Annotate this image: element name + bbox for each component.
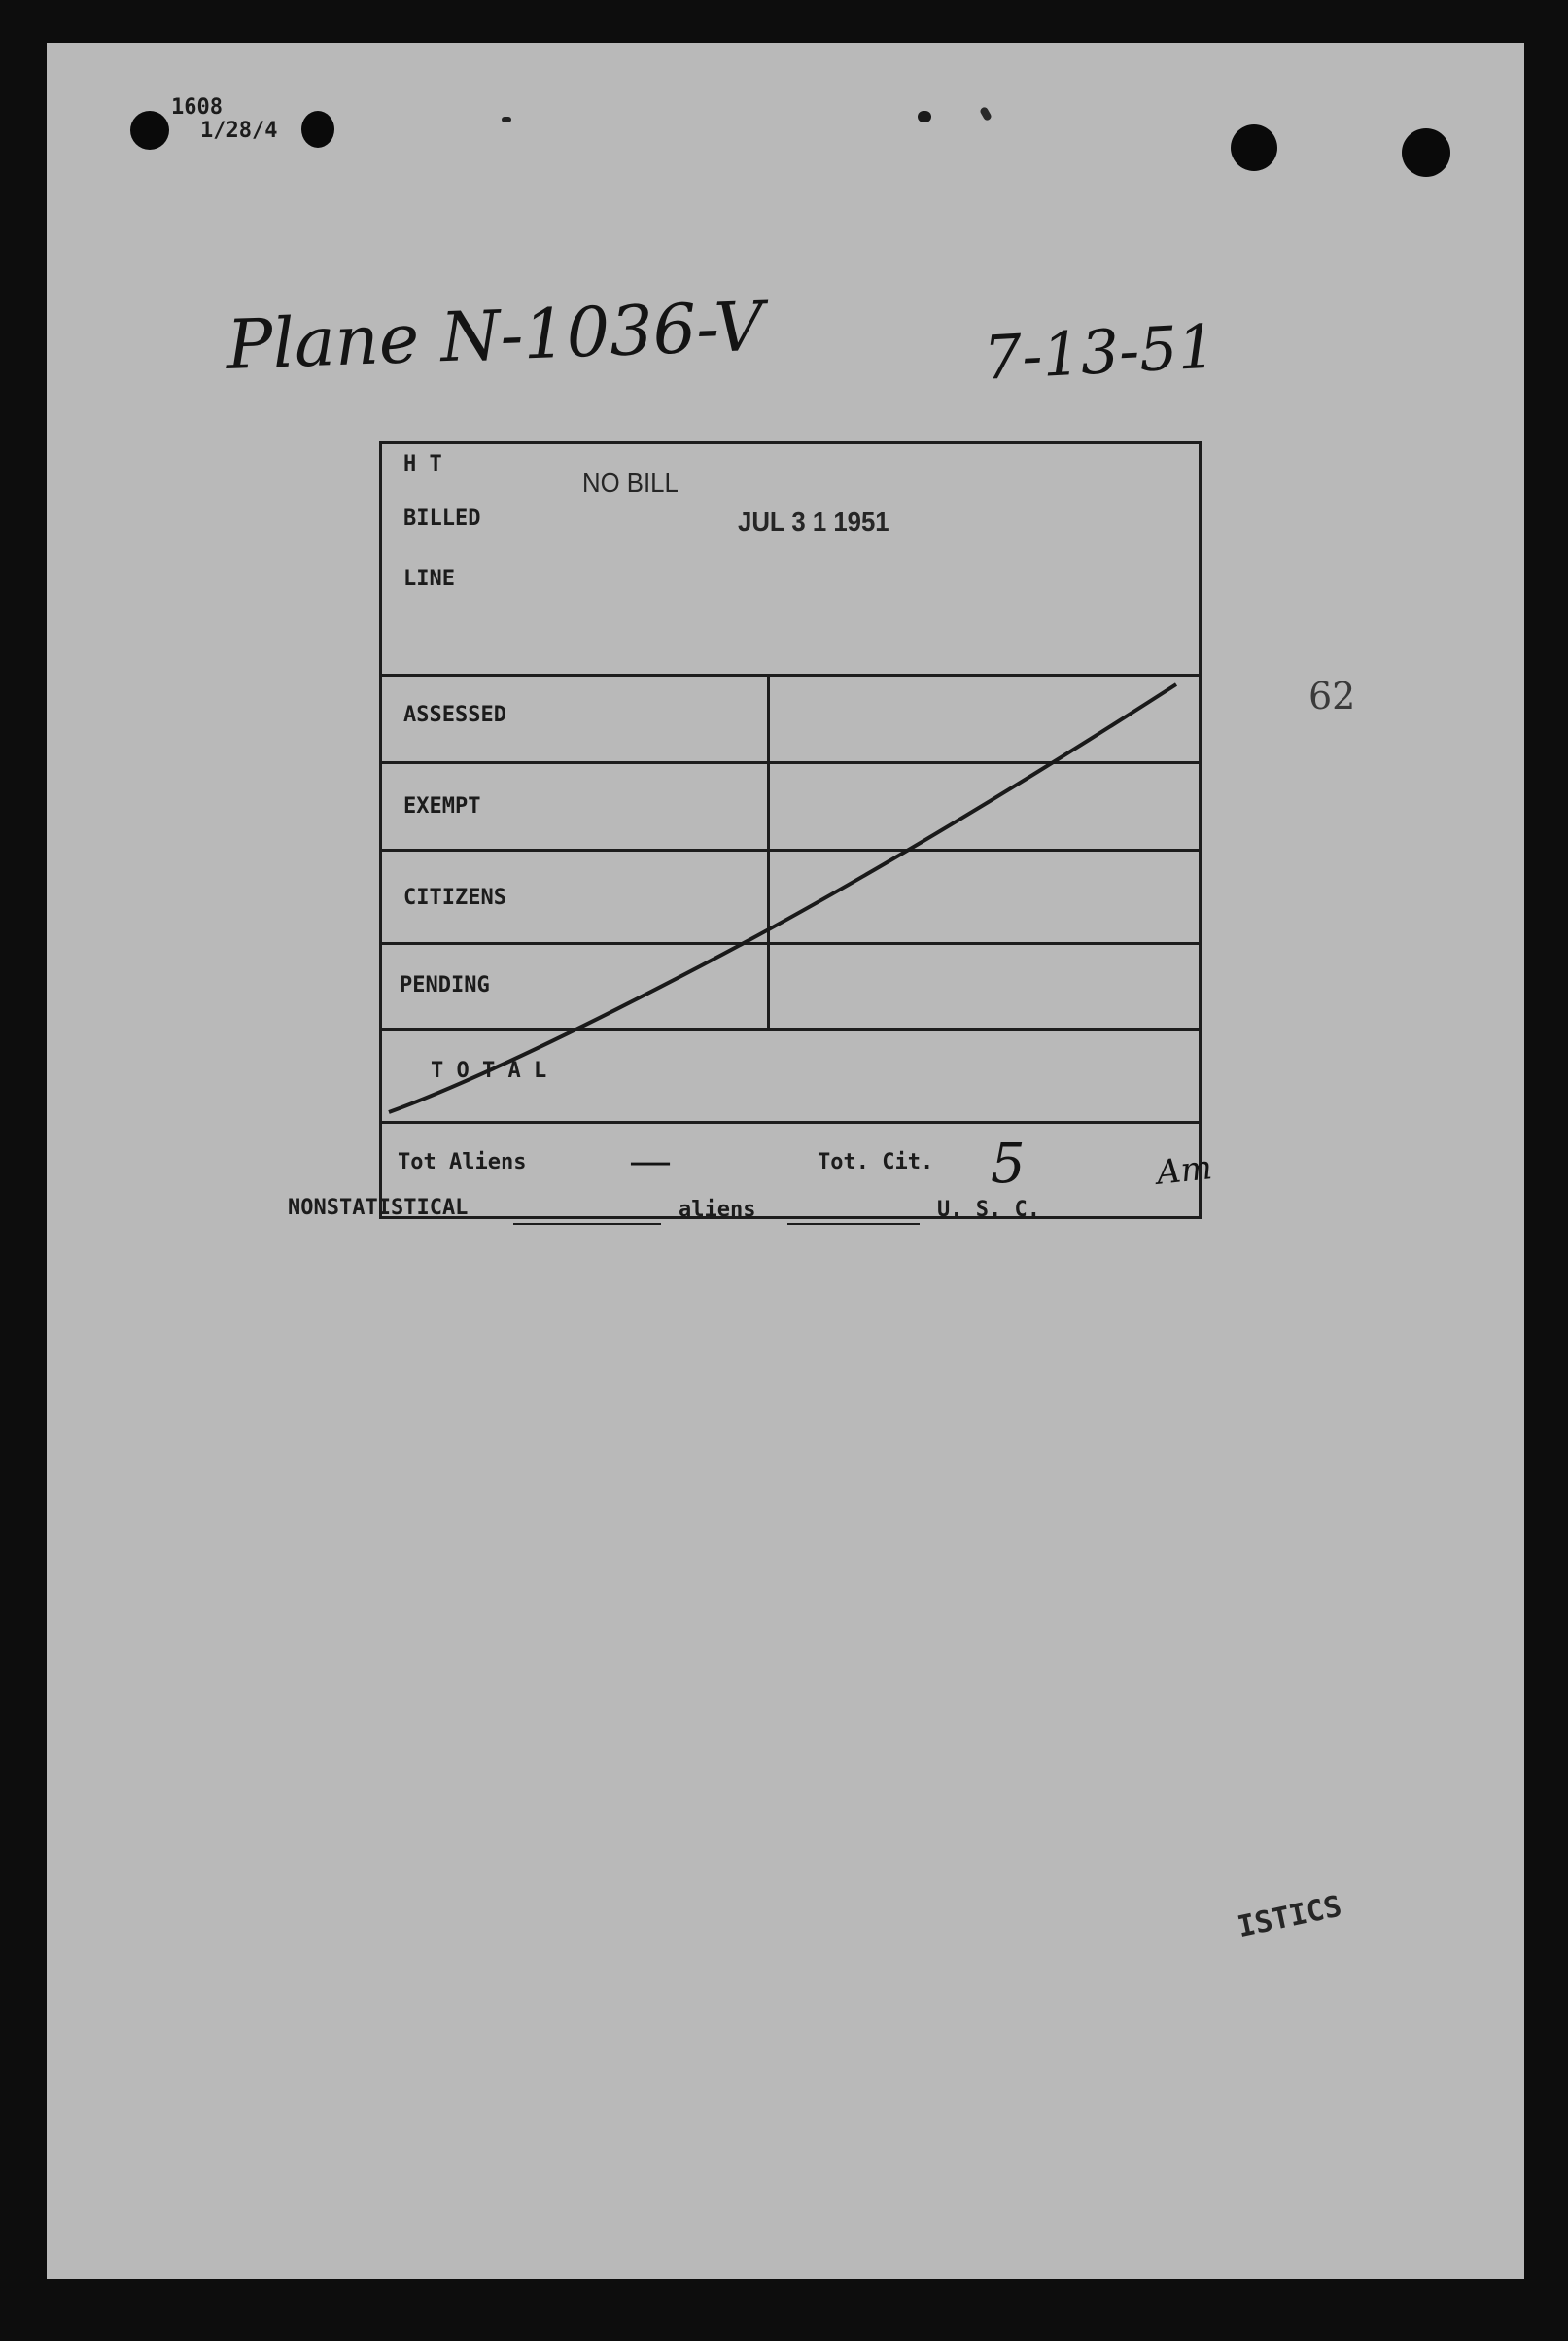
punch-hole-right-1 bbox=[1231, 124, 1277, 171]
label-nonstatistical: NONSTATISTICAL bbox=[288, 1196, 469, 1220]
handwritten-tot-cit-value: 5 bbox=[991, 1133, 1026, 1196]
document-page bbox=[47, 43, 1524, 2279]
no-bill-stamp: NO BILL bbox=[582, 468, 679, 498]
label-usc: U. S. C. bbox=[937, 1198, 1040, 1222]
punch-hole-left bbox=[130, 111, 169, 150]
form-code-line2: 1/28/4 bbox=[200, 119, 278, 143]
label-exempt: EXEMPT bbox=[403, 794, 481, 819]
label-billed: BILLED bbox=[403, 507, 481, 531]
statistics-stamp-fragment: ISTICS bbox=[1235, 1889, 1345, 1945]
punch-hole-right-2 bbox=[1402, 128, 1450, 177]
label-ht: H T bbox=[403, 452, 442, 476]
scan-speck bbox=[979, 106, 993, 122]
statistics-form-box bbox=[379, 441, 1202, 1219]
label-assessed: ASSESSED bbox=[403, 703, 506, 727]
label-citizens: CITIZENS bbox=[403, 886, 506, 910]
punch-hole-middle bbox=[301, 111, 334, 148]
received-date-stamp: JUL 3 1 1951 bbox=[738, 507, 889, 537]
diagonal-strike-line bbox=[379, 441, 1202, 1219]
aliens-blank bbox=[787, 1223, 920, 1225]
scan-speck bbox=[918, 111, 931, 122]
handwritten-date: 7-13-51 bbox=[982, 310, 1218, 394]
scan-speck bbox=[502, 117, 511, 122]
handwritten-plane-number: Plane N-1036-V bbox=[226, 286, 765, 385]
handwritten-aliens-dash: — bbox=[629, 1136, 672, 1186]
label-total: T O T A L bbox=[431, 1059, 547, 1083]
page-number: 62 bbox=[1308, 675, 1356, 717]
nonstatistical-blank bbox=[513, 1223, 661, 1225]
label-tot-cit: Tot. Cit. bbox=[818, 1150, 934, 1174]
label-tot-aliens: Tot Aliens bbox=[398, 1150, 527, 1174]
label-pending: PENDING bbox=[400, 973, 490, 997]
label-aliens: aliens bbox=[679, 1198, 756, 1222]
handwritten-initials: Am bbox=[1155, 1148, 1214, 1193]
label-line: LINE bbox=[403, 567, 455, 591]
form-code-line1: 1608 bbox=[171, 95, 223, 120]
